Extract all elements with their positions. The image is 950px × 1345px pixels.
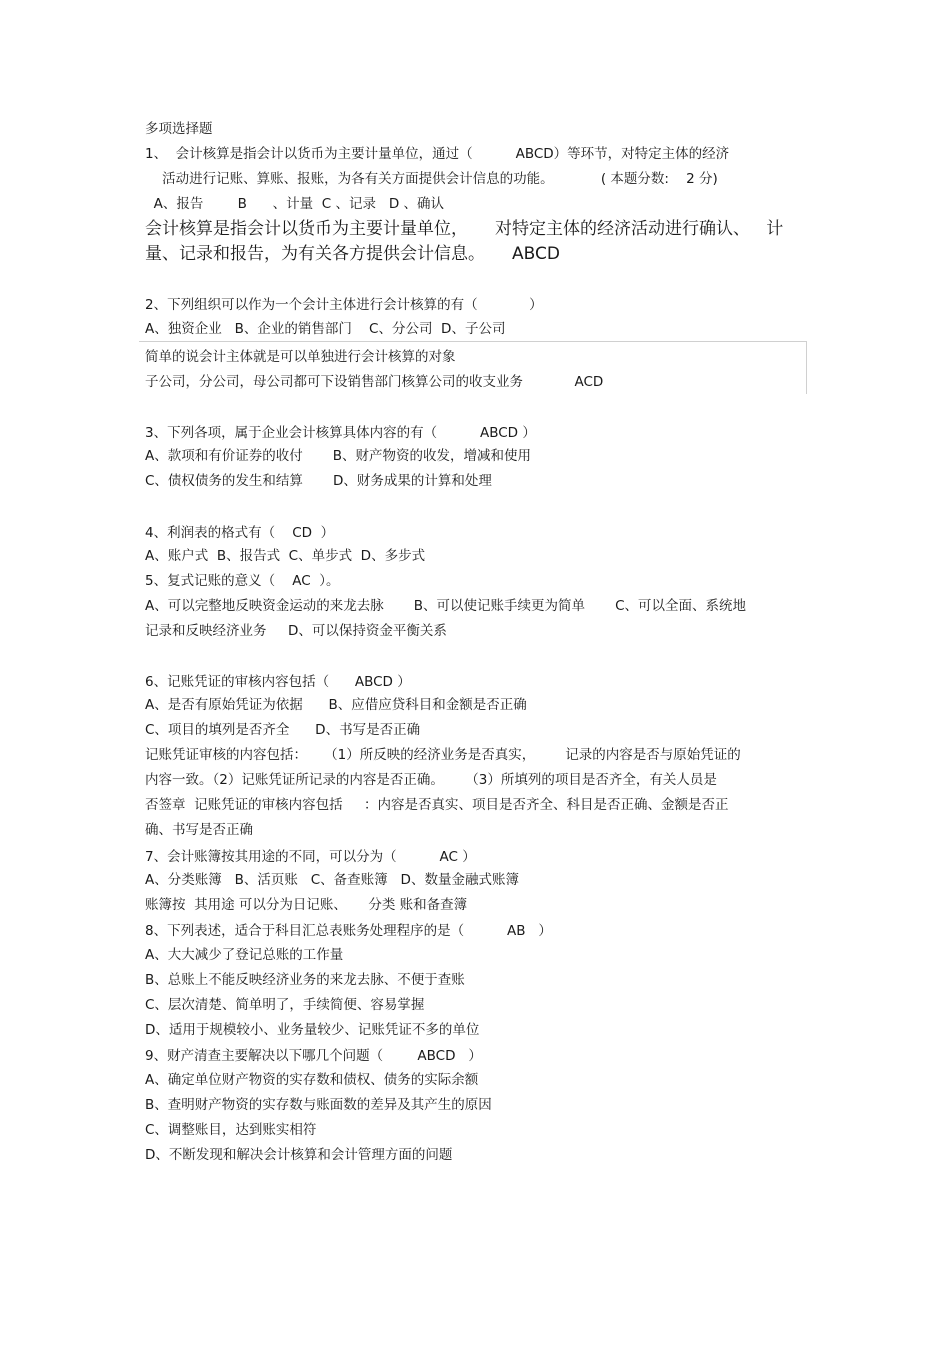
q8-option-d: D、适用于规模较小、业务量较少、记账凭证不多的单位	[145, 1022, 480, 1038]
q9-option-a: A、确定单位财产物资的实存数和债权、债务的实际余额	[145, 1072, 479, 1088]
q8-stem: 8、下列表述，适合于科目汇总表账务处理程序的是（ AB ）	[145, 923, 552, 939]
q5-options-line1: A、可以完整地反映资金运动的来龙去脉 B、可以使记账手续更为简单 C、可以全面、系统地	[145, 598, 746, 614]
q5-stem: 5、复式记账的意义（ AC ）。	[145, 573, 340, 589]
q2-stem: 2、下列组织可以作为一个会计主体进行会计核算的有（ ）	[145, 297, 543, 313]
q1-stem-line2: 活动进行记账、算账、报账，为各有关方面提供会计信息的功能。 ( 本题分数: 2 分)	[145, 171, 718, 187]
q3-stem: 3、下列各项，属于企业会计核算具体内容的有（ ABCD ）	[145, 425, 536, 441]
q1-explanation-line1: 会计核算是指会计以货币为主要计量单位， 对特定主体的经济活动进行确认、 计	[145, 219, 784, 239]
q3-options-line2: C、债权债务的发生和结算 D、财务成果的计算和处理	[145, 473, 492, 489]
q2-note-line1: 简单的说会计主体就是可以单独进行会计核算的对象	[145, 349, 456, 365]
q9-option-d: D、不断发现和解决会计核算和会计管理方面的问题	[145, 1147, 453, 1163]
q8-option-a: A、大大减少了登记总账的工作量	[145, 947, 344, 963]
q4-stem: 4、利润表的格式有（ CD ）	[145, 525, 335, 541]
q4-options: A、账户式 B、报告式 C、单步式 D、多步式	[145, 548, 426, 564]
q6-explanation-line3: 否签章 记账凭证的审核内容包括 ：内容是否真实、项目是否齐全、科目是否正确、金额是否正	[145, 797, 729, 813]
q6-options-line1: A、是否有原始凭证为依据 B、应借应贷科目和金额是否正确	[145, 697, 527, 713]
q1-options: A、报告 B 、计量 C 、记录 D 、确认	[145, 196, 445, 212]
q7-stem: 7、会计账簿按其用途的不同，可以分为（ AC ）	[145, 849, 476, 865]
q1-stem-line1: 1、 会计核算是指会计以货币为主要计量单位，通过（ ABCD）等环节，对特定主体的经济	[145, 146, 730, 162]
q3-options-line1: A、款项和有价证券的收付 B、财产物资的收发，增减和使用	[145, 448, 532, 464]
q2-note-line2: 子公司，分公司，母公司都可下设销售部门核算公司的收支业务 ACD	[145, 374, 604, 390]
q7-explanation: 账簿按 其用途 可以分为日记账、 分类 账和备查簿	[145, 897, 468, 913]
q8-option-c: C、层次清楚、简单明了，手续简便、容易掌握	[145, 997, 425, 1013]
q7-options: A、分类账簿 B、活页账 C、备查账簿 D、数量金融式账簿	[145, 872, 519, 888]
q9-option-b: B、查明财产物资的实存数与账面数的差异及其产生的原因	[145, 1097, 492, 1113]
section-heading: 多项选择题	[145, 121, 213, 137]
q6-explanation-line1: 记账凭证审核的内容包括： （1）所反映的经济业务是否真实， 记录的内容是否与原始凭证的	[145, 747, 741, 763]
q1-explanation-line2: 量、记录和报告，为有关各方提供会计信息。 ABCD	[145, 244, 560, 264]
q5-options-line2: 记录和反映经济业务 D、可以保持资金平衡关系	[145, 623, 447, 639]
q6-stem: 6、记账凭证的审核内容包括（ ABCD ）	[145, 674, 411, 690]
q2-options: A、独资企业 B、企业的销售部门 C、分公司 D、子公司	[145, 321, 506, 337]
q9-option-c: C、调整账目，达到账实相符	[145, 1122, 317, 1138]
q6-explanation-line4: 确、书写是否正确	[145, 822, 253, 838]
q6-options-line2: C、项目的填列是否齐全 D、书写是否正确	[145, 722, 421, 738]
q8-option-b: B、总账上不能反映经济业务的来龙去脉、不便于查账	[145, 972, 465, 988]
q6-explanation-line2: 内容一致。（2）记账凭证所记录的内容是否正确。 （3）所填列的项目是否齐全，有关人员是	[145, 772, 717, 788]
q9-stem: 9、财产清查主要解决以下哪几个问题（ ABCD ）	[145, 1048, 482, 1064]
